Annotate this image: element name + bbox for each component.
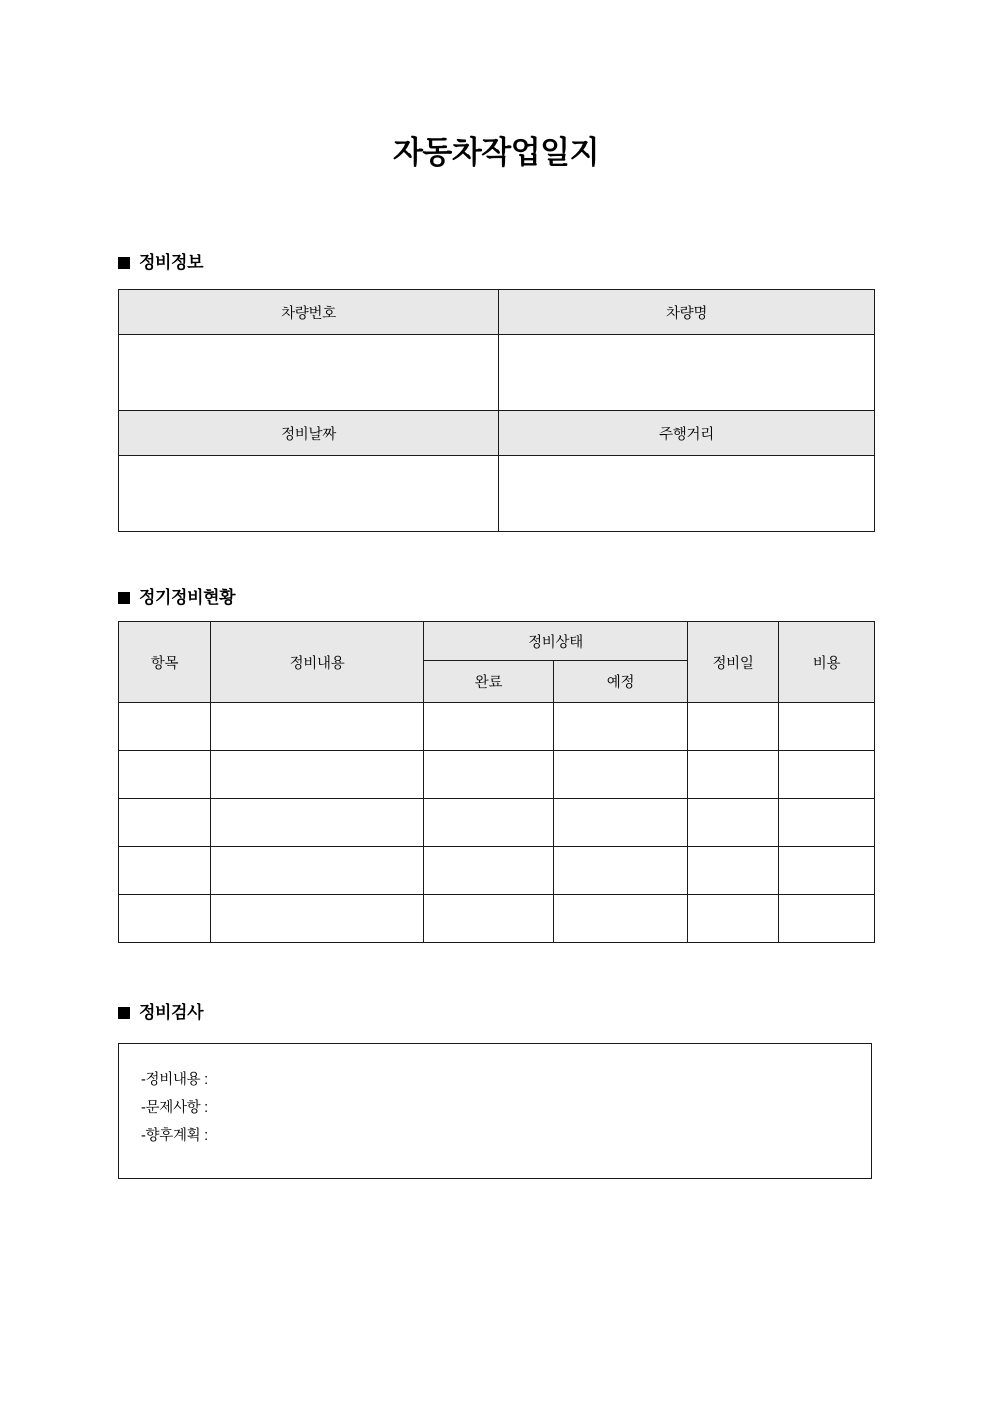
table-row (119, 751, 875, 799)
cell-maintenance-date[interactable] (688, 847, 779, 895)
cell-maintenance-content[interactable] (211, 703, 424, 751)
input-cell-vehicle-name[interactable] (499, 335, 875, 411)
cell-cost[interactable] (779, 751, 875, 799)
section-heading-label: 정비검사 (139, 1003, 204, 1022)
header-cell-item: 항목 (119, 622, 211, 703)
cell-cost[interactable] (779, 847, 875, 895)
table-row (119, 411, 875, 456)
cell-maintenance-date[interactable] (688, 703, 779, 751)
cell-item[interactable] (119, 895, 211, 943)
header-cell-maintenance-date: 정비일 (688, 622, 779, 703)
header-cell-mileage: 주행거리 (499, 411, 875, 456)
section-heading-label: 정비정보 (139, 253, 204, 272)
header-cell-cost: 비용 (779, 622, 875, 703)
inspection-line-maintenance-content: -정비내용 : (141, 1072, 208, 1088)
maintenance-info-table (118, 289, 875, 532)
cell-item[interactable] (119, 703, 211, 751)
table-row (119, 456, 875, 532)
header-cell-maintenance-status-group: 정비상태 (424, 622, 688, 661)
page-title: 자동차작업일지 (392, 135, 600, 170)
cell-maintenance-content[interactable] (211, 799, 424, 847)
cell-status-scheduled[interactable] (554, 751, 688, 799)
cell-status-completed[interactable] (424, 751, 554, 799)
cell-status-scheduled[interactable] (554, 895, 688, 943)
cell-cost[interactable] (779, 799, 875, 847)
cell-maintenance-content[interactable] (211, 751, 424, 799)
cell-status-completed[interactable] (424, 895, 554, 943)
section-heading-regular-maintenance (118, 587, 235, 609)
input-cell-vehicle-number[interactable] (119, 335, 499, 411)
bullet-square-icon (118, 592, 130, 604)
cell-status-completed[interactable] (424, 703, 554, 751)
table-row (119, 799, 875, 847)
cell-item[interactable] (119, 847, 211, 895)
bullet-square-icon (118, 257, 130, 269)
regular-maintenance-table (118, 621, 875, 943)
cell-maintenance-content[interactable] (211, 895, 424, 943)
table-header-row (119, 622, 875, 661)
cell-cost[interactable] (779, 703, 875, 751)
table-row (119, 847, 875, 895)
cell-status-scheduled[interactable] (554, 703, 688, 751)
table-row (119, 290, 875, 335)
cell-maintenance-content[interactable] (211, 847, 424, 895)
section-heading-maintenance-info (118, 252, 203, 274)
header-cell-status-completed: 완료 (424, 661, 554, 703)
input-cell-maintenance-date[interactable] (119, 456, 499, 532)
header-cell-status-scheduled: 예정 (554, 661, 688, 703)
table-row (119, 335, 875, 411)
cell-maintenance-date[interactable] (688, 799, 779, 847)
input-cell-mileage[interactable] (499, 456, 875, 532)
cell-maintenance-date[interactable] (688, 895, 779, 943)
section-heading-inspection (118, 1002, 203, 1024)
table-row (119, 895, 875, 943)
header-cell-vehicle-number: 차량번호 (119, 290, 499, 335)
cell-status-scheduled[interactable] (554, 799, 688, 847)
cell-status-completed[interactable] (424, 799, 554, 847)
table-row (119, 703, 875, 751)
inspection-line-issues: -문제사항 : (141, 1100, 208, 1116)
cell-status-scheduled[interactable] (554, 847, 688, 895)
cell-item[interactable] (119, 799, 211, 847)
cell-cost[interactable] (779, 895, 875, 943)
bullet-square-icon (118, 1007, 130, 1019)
cell-maintenance-date[interactable] (688, 751, 779, 799)
cell-item[interactable] (119, 751, 211, 799)
header-cell-vehicle-name: 차량명 (499, 290, 875, 335)
cell-status-completed[interactable] (424, 847, 554, 895)
inspection-line-future-plan: -향후계획 : (141, 1128, 208, 1144)
section-heading-label: 정기정비현황 (139, 588, 236, 607)
header-cell-maintenance-date: 정비날짜 (119, 411, 499, 456)
header-cell-maintenance-content: 정비내용 (211, 622, 424, 703)
inspection-notes-box[interactable] (118, 1043, 872, 1179)
